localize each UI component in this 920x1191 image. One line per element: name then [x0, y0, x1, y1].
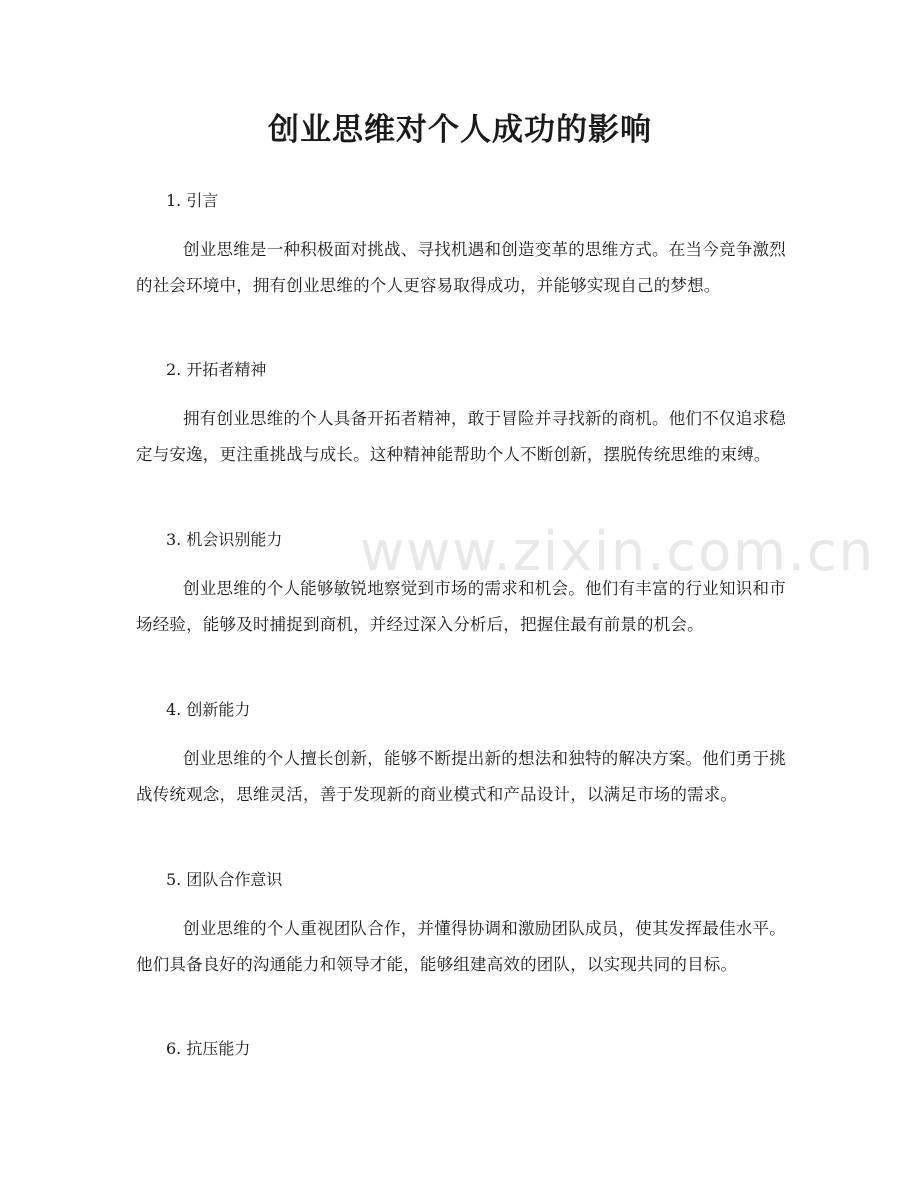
section-paragraph-4: 创业思维的个人擅长创新，能够不断提出新的想法和独特的解决方案。他们勇于挑战传统观念，思维灵活，善于发现新的商业模式和产品设计，以满足市场的需求。 — [136, 749, 786, 804]
section-heading-5: 5. 团队合作意识 — [166, 870, 283, 889]
document-title: 创业思维对个人成功的影响 — [268, 112, 652, 148]
section-heading-2: 2. 开拓者精神 — [166, 360, 267, 379]
section-paragraph-3: 创业思维的个人能够敏锐地察觉到市场的需求和机会。他们有丰富的行业知识和市场经验，能够及时捕捉到商机，并经过深入分析后，把握住最有前景的机会。 — [136, 579, 786, 634]
watermark: www.zixin.com.cn — [360, 520, 875, 583]
section-heading-1: 1. 引言 — [166, 191, 219, 210]
section-heading-6: 6. 抗压能力 — [166, 1039, 251, 1058]
section-heading-3: 3. 机会识别能力 — [166, 530, 283, 549]
section-paragraph-2: 拥有创业思维的个人具备开拓者精神，敢于冒险并寻找新的商机。他们不仅追求稳定与安逸，更注重挑战与成长。这种精神能帮助个人不断创新，摆脱传统思维的束缚。 — [136, 409, 786, 464]
section-heading-4: 4. 创新能力 — [166, 700, 251, 719]
section-paragraph-1: 创业思维是一种积极面对挑战、寻找机遇和创造变革的思维方式。在当今竞争激烈的社会环境中，拥有创业思维的个人更容易取得成功，并能够实现自己的梦想。 — [136, 240, 786, 295]
section-paragraph-5: 创业思维的个人重视团队合作，并懂得协调和激励团队成员，使其发挥最佳水平。他们具备良好的沟通能力和领导才能，能够组建高效的团队，以实现共同的目标。 — [136, 919, 786, 974]
